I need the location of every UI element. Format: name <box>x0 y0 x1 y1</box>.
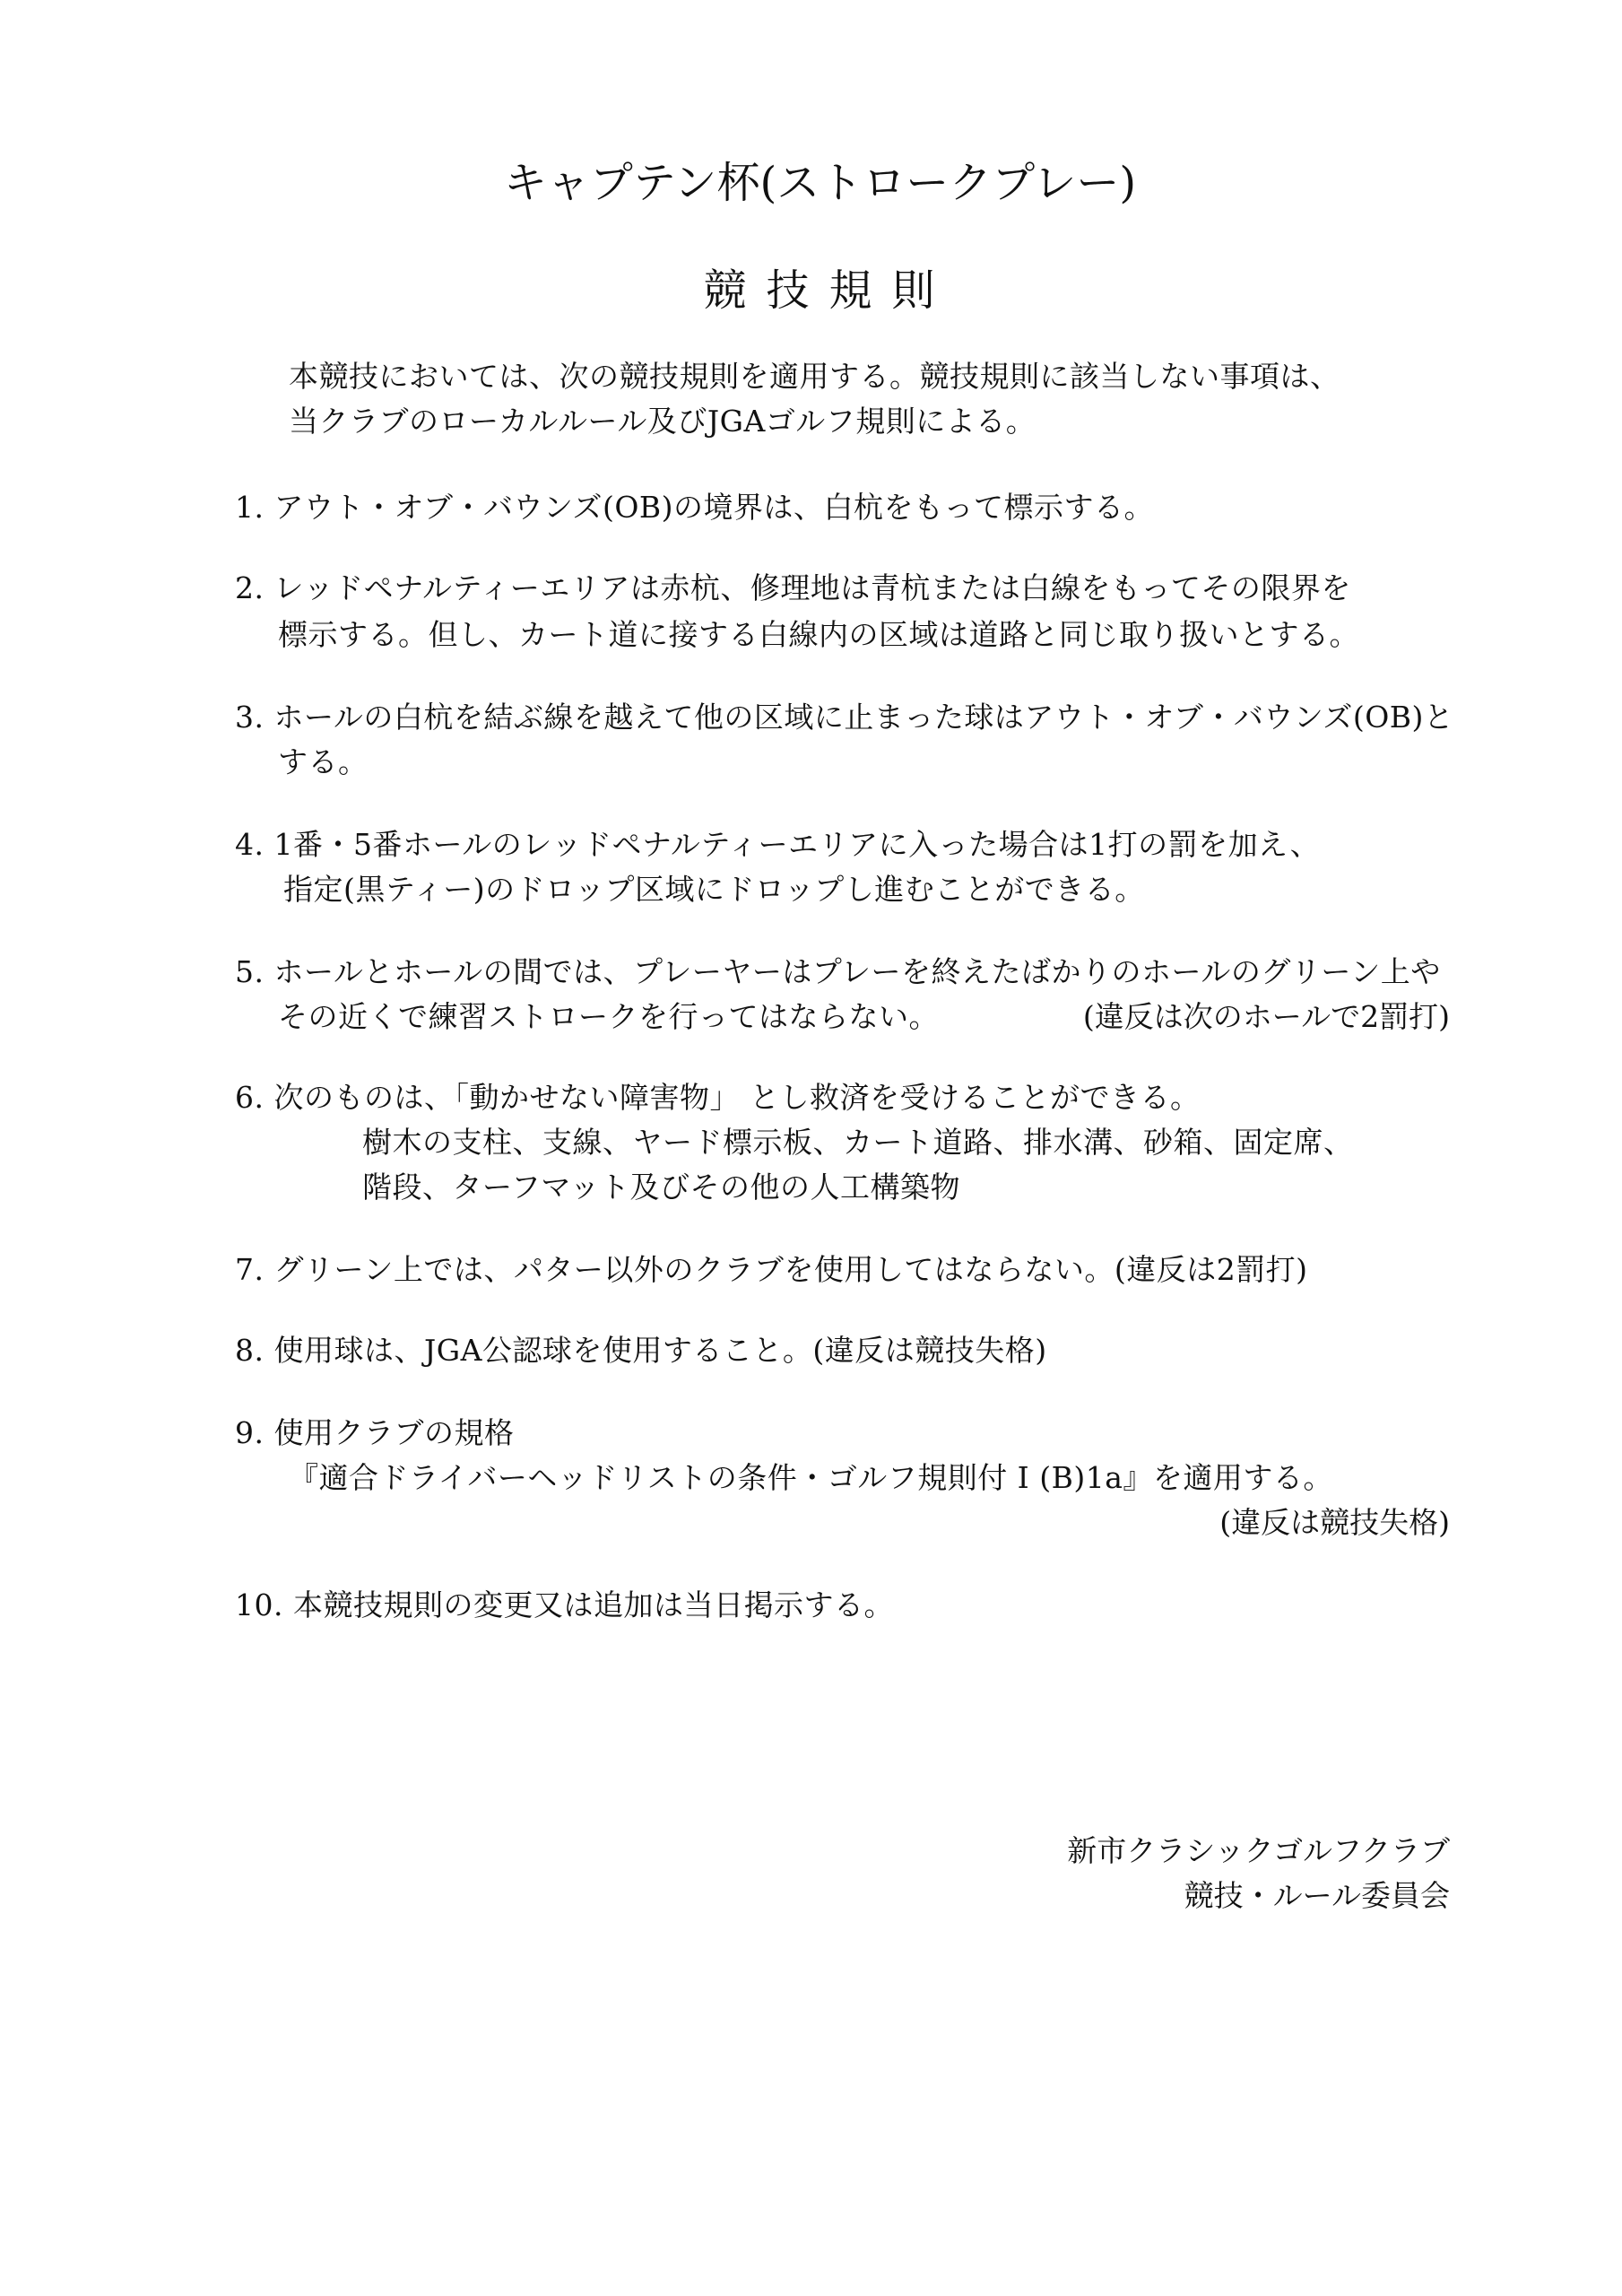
rule-9-line-2: 『適合ドライバーヘッドリストの条件・ゴルフ規則付 I (B)1a』を適用する。 <box>289 1460 1333 1495</box>
rule-5-line-1: 5. ホールとホールの間では、プレーヤーはプレーを終えたばかりのホールのグリーン上や <box>235 954 1441 989</box>
rule-5-line-2: その近くで練習ストロークを行ってはならない。 <box>278 999 939 1034</box>
rule-3-line-2: する。 <box>278 744 369 779</box>
rule-8: 8. 使用球は、JGA公認球を使用すること。(違反は競技失格) <box>235 1333 1047 1368</box>
intro-line-2: 当クラブのローカルルール及びJGAゴルフ規則による。 <box>289 404 1037 439</box>
rule-2-line-2: 標示する。但し、カート道に接する白線内の区域は道路と同じ取り扱いとする。 <box>278 617 1359 652</box>
rule-10: 10. 本競技規則の変更又は追加は当日掲示する。 <box>235 1587 894 1622</box>
signature-club: 新市クラシックゴルフクラブ <box>1067 1833 1450 1868</box>
page-subtitle: 競技規則 <box>703 265 955 316</box>
rule-2-line-1: 2. レッドペナルティーエリアは赤杭、修理地は青杭または白線をもってその限界を <box>235 570 1351 605</box>
rule-9-penalty: (違反は競技失格) <box>1219 1505 1450 1540</box>
page-title: キャプテン杯(ストロークプレー) <box>503 158 1137 208</box>
rule-6-line-1: 6. 次のものは、「動かせない障害物」 とし救済を受けることができる。 <box>235 1080 1201 1115</box>
rule-1: 1. アウト・オブ・バウンズ(OB)の境界は、白杭をもって標示する。 <box>235 490 1155 525</box>
rule-5-penalty: (違反は次のホールで2罰打) <box>1082 999 1450 1034</box>
rule-4-line-1: 4. 1番・5番ホールのレッドペナルティーエリアに入った場合は1打の罰を加え、 <box>235 827 1321 862</box>
rule-3-line-1: 3. ホールの白杭を結ぶ線を越えて他の区域に止まった球はアウト・オブ・バウンズ(OB)と <box>235 700 1454 735</box>
rule-6-line-2: 樹木の支柱、支線、ヤード標示板、カート道路、排水溝、砂箱、固定席、 <box>362 1125 1354 1160</box>
signature-committee: 競技・ルール委員会 <box>1184 1878 1450 1913</box>
rule-9-line-1: 9. 使用クラブの規格 <box>235 1415 515 1450</box>
rule-6-line-3: 階段、ターフマット及びその他の人工構築物 <box>362 1170 961 1205</box>
rule-4-line-2: 指定(黒ティー)のドロップ区域にドロップし進むことができる。 <box>283 872 1145 907</box>
rule-7: 7. グリーン上では、パター以外のクラブを使用してはならない。(違反は2罰打) <box>235 1252 1308 1287</box>
intro-line-1: 本競技においては、次の競技規則を適用する。競技規則に該当しない事項は、 <box>289 359 1340 394</box>
